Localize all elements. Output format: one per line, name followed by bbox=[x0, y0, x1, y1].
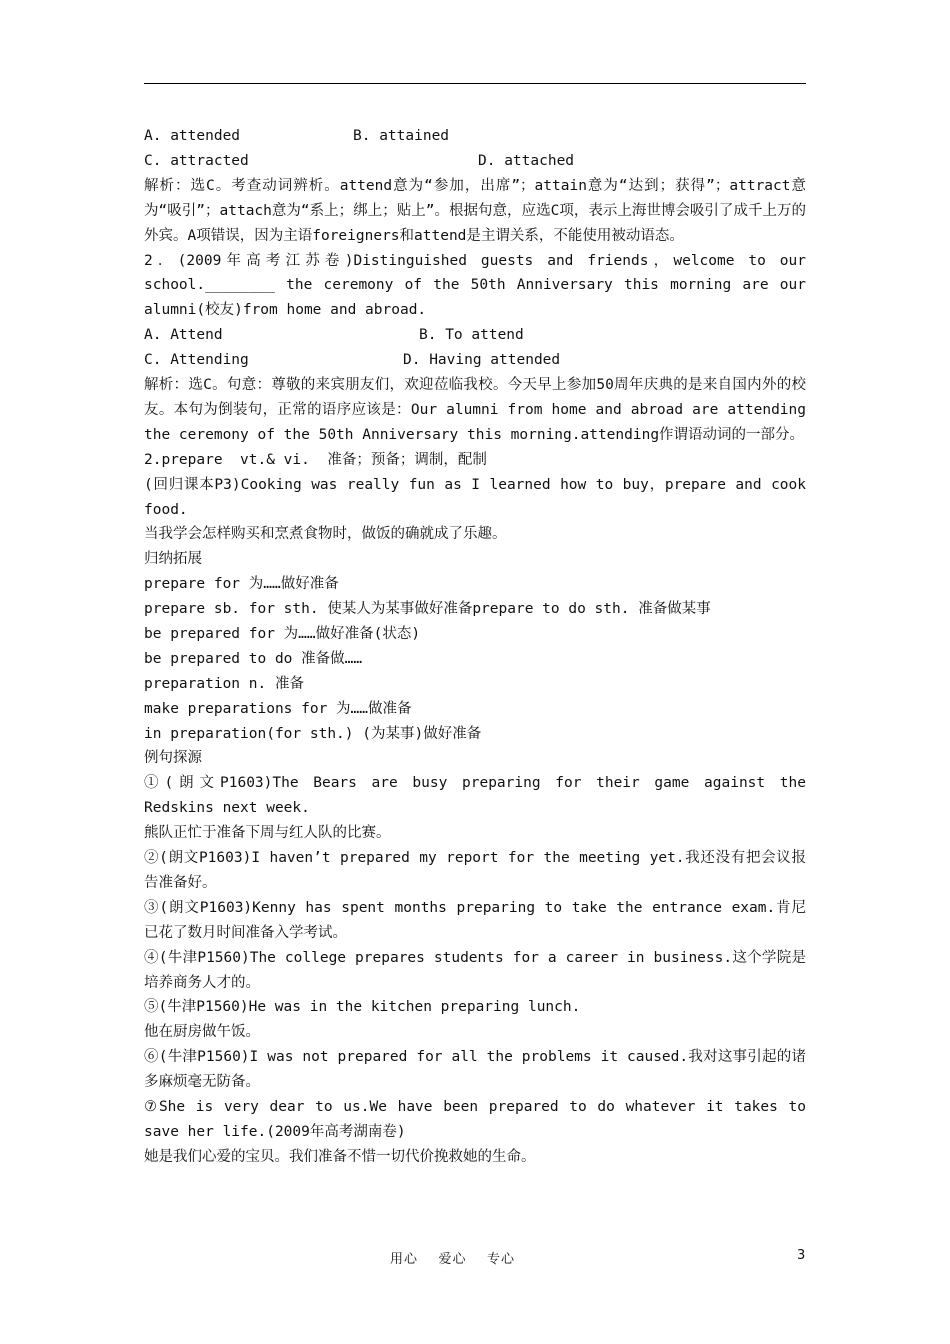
page-number: 3 bbox=[797, 1248, 806, 1263]
example-5-cn: 他在厨房做午饭。 bbox=[144, 1024, 260, 1041]
footer-motto: 用心 爱心 专心 bbox=[390, 1252, 516, 1267]
q2-analysis: 解析：选C。句意：尊敬的来宾朋友们，欢迎莅临我校。今天早上参加50周年庆典的是来自国内外的校友。本句为倒装句，正常的语序应该是：Our alumni from home and abroad are attending the ceremony of the 50th Anniversary this morning.attending作谓语动词的一部分。 bbox=[144, 377, 806, 443]
q1-option-c: C. attracted bbox=[144, 152, 249, 169]
q2-option-a: A. Attend bbox=[144, 327, 223, 344]
examples-title: 例句探源 bbox=[144, 750, 202, 767]
phrase-item: in preparation(for sth.) (为某事)做好准备 bbox=[144, 725, 482, 742]
textbook-sentence-en: (回归课本P3)Cooking was really fun as I learned how to buy，prepare and cook food. bbox=[144, 476, 806, 518]
example-4: ④(牛津P1560)The college prepares students for a career in business.这个学院是培养商务人才的。 bbox=[144, 949, 806, 991]
q2-option-b: B. To attend bbox=[419, 327, 524, 344]
q1-option-d: D. attached bbox=[478, 152, 575, 169]
q1-analysis: 解析：选C。考查动词辨析。attend意为“参加，出席”；attain意为“达到；获得”；attract意为“吸引”；attach意为“系上；绑上；贴上”。根据句意，应选C项，表示上海世博会吸引了成千上万的外宾。A项错误，因为主语foreigners和attend是主谓关系，不能使用被动语态。 bbox=[144, 177, 806, 244]
example-1-en: ①(朗文P1603)The Bears are busy preparing for their game against the Redskins next week. bbox=[144, 775, 806, 817]
summary-title: 归纳拓展 bbox=[144, 551, 202, 568]
phrase-item: be prepared for 为……做好准备(状态) bbox=[144, 625, 421, 642]
phrase-item: be prepared to do 准备做…… bbox=[144, 650, 363, 667]
q2-options-row-1 bbox=[144, 323, 806, 348]
phrase-item: prepare for 为……做好准备 bbox=[144, 576, 339, 593]
q1-options-row-2 bbox=[144, 149, 806, 174]
phrase-item: preparation n. 准备 bbox=[144, 675, 304, 692]
example-7-cn: 她是我们心爱的宝贝。我们准备不惜一切代价挽救她的生命。 bbox=[144, 1148, 536, 1165]
page-content bbox=[144, 124, 806, 1170]
entry-heading: 2.prepare vt.& vi. 准备；预备；调制，配制 bbox=[144, 451, 487, 468]
q2-question: 2．(2009年高考江苏卷)Distinguished guests and friends，welcome to our school.________ the ceremony of the 50th Anniversary this morning are our alumni(校友)from home and abroad. bbox=[144, 252, 806, 319]
q2-option-c: C. Attending bbox=[144, 352, 249, 369]
q1-options-row-1 bbox=[144, 124, 806, 149]
example-3: ③(朗文P1603)Kenny has spent months preparing to take the entrance exam.肯尼已花了数月时间准备入学考试。 bbox=[144, 899, 806, 941]
q2-options-row-2 bbox=[144, 348, 806, 373]
example-6: ⑥(牛津P1560)I was not prepared for all the problems it caused.我对这事引起的诸多麻烦毫无防备。 bbox=[144, 1049, 806, 1091]
example-5-en: ⑤(牛津P1560)He was in the kitchen preparing lunch. bbox=[144, 999, 581, 1016]
example-2: ②(朗文P1603)I haven’t prepared my report for the meeting yet.我还没有把会议报告准备好。 bbox=[144, 850, 806, 891]
example-1-cn: 熊队正忙于准备下周与红人队的比赛。 bbox=[144, 825, 391, 842]
q2-option-d: D. Having attended bbox=[403, 352, 561, 369]
textbook-sentence-cn: 当我学会怎样购买和烹煮食物时，做饭的确就成了乐趣。 bbox=[144, 526, 507, 543]
header-rule bbox=[144, 83, 806, 84]
example-7-en: ⑦She is very dear to us.We have been prepared to do whatever it takes to save her life.(2009年高考湖南卷) bbox=[144, 1099, 806, 1140]
q1-option-a: A. attended bbox=[144, 128, 241, 144]
phrase-item: make preparations for 为……做准备 bbox=[144, 700, 412, 717]
q1-option-b: B. attained bbox=[353, 128, 450, 144]
phrase-item: prepare sb. for sth. 使某人为某事做好准备prepare to do sth. 准备做某事 bbox=[144, 601, 711, 618]
